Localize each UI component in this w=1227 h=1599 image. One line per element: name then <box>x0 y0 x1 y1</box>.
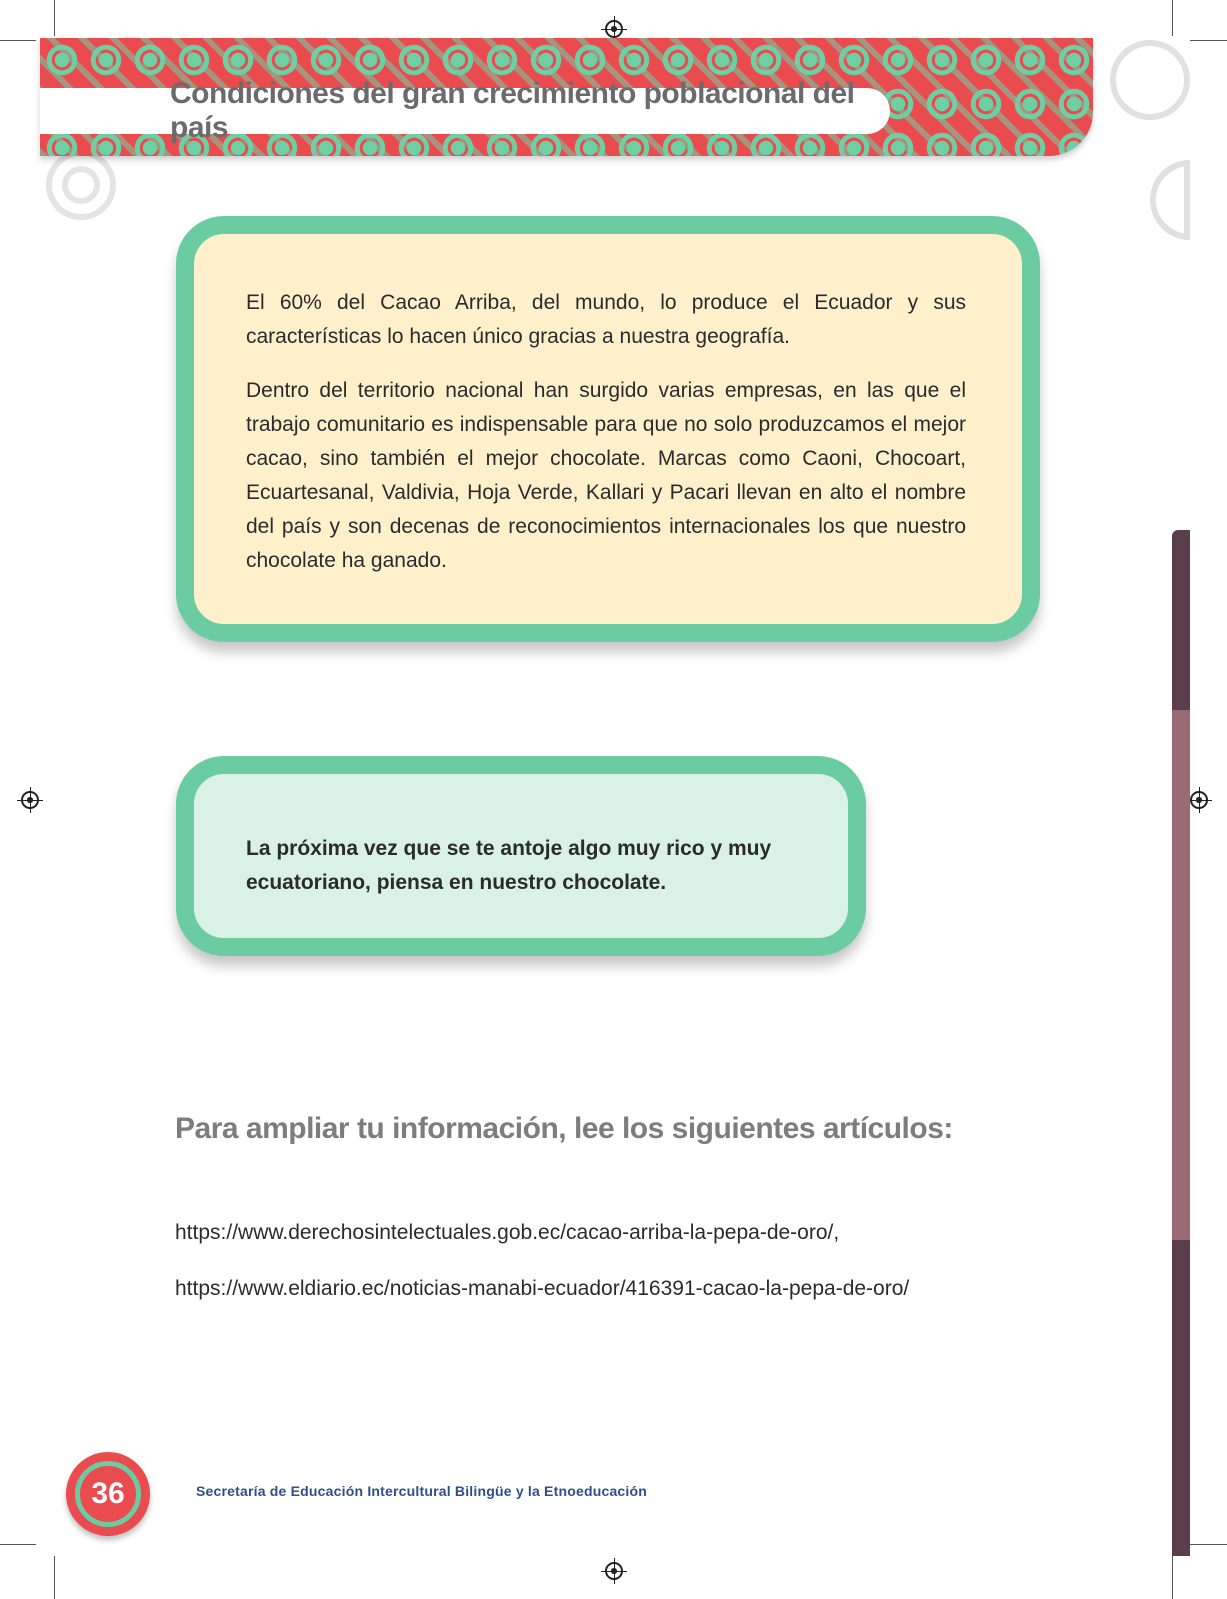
decorative-swirl-icon <box>1150 160 1190 240</box>
decorative-swirl-icon <box>1110 40 1190 120</box>
crop-mark <box>54 0 55 36</box>
registration-mark-icon <box>1190 791 1208 809</box>
crop-mark <box>0 1544 36 1545</box>
crop-mark <box>0 40 36 41</box>
registration-mark-icon <box>21 791 39 809</box>
highlight-text: La próxima vez que se te antoje algo muy rico y muy ecuatoriano, piensa en nuestro chocolate. <box>246 837 772 894</box>
side-strip-segment <box>1172 710 1190 1240</box>
page-title: Condiciones del gran crecimiento poblacional del país <box>170 77 855 144</box>
info-paragraph: El 60% del Cacao Arriba, del mundo, lo produce el Ecuador y sus características lo hacen único gracias a nuestra geografía. <box>246 291 966 348</box>
crop-mark <box>1190 40 1227 41</box>
article-link[interactable]: https://www.eldiario.ec/noticias-manabi-ecuador/416391-cacao-la-pepa-de-oro/ <box>175 1277 910 1300</box>
info-box <box>176 216 1040 642</box>
article-link[interactable]: https://www.derechosintelectuales.gob.ec/cacao-arriba-la-pepa-de-oro/, <box>175 1221 840 1244</box>
page-number: 36 <box>91 1477 125 1510</box>
registration-mark-icon <box>605 1562 623 1580</box>
header-title-bar <box>40 77 890 144</box>
crop-mark <box>54 1556 55 1599</box>
registration-mark-icon <box>605 20 623 38</box>
page-number-badge <box>66 1452 150 1536</box>
side-strip-segment <box>1172 530 1190 710</box>
highlight-box <box>176 756 866 956</box>
info-paragraph: Dentro del territorio nacional han surgido varias empresas, en las que el trabajo comunitario es indispensable para que no solo produzcamos el mejor cacao, sino también el mejor chocolate. Marcas como Caoni, Chocoart, Ecuartesanal, Valdivia, Hoja Verde, Kallari y Pacari llevan en alto el nombre del país y son decenas de reconocimientos internacionales los que nuestro chocolate ha ganado. <box>246 379 966 572</box>
crop-mark <box>1172 1556 1173 1599</box>
crop-mark <box>1190 1544 1227 1545</box>
decorative-swirl-icon <box>62 166 100 204</box>
side-strip-segment <box>1172 1240 1190 1556</box>
footer-publisher: Secretaría de Educación Intercultural Bilingüe y la Etnoeducación <box>196 1483 648 1499</box>
further-reading-heading: Para ampliar tu información, lee los siguientes artículos: <box>175 1112 953 1145</box>
crop-mark <box>1172 0 1173 36</box>
